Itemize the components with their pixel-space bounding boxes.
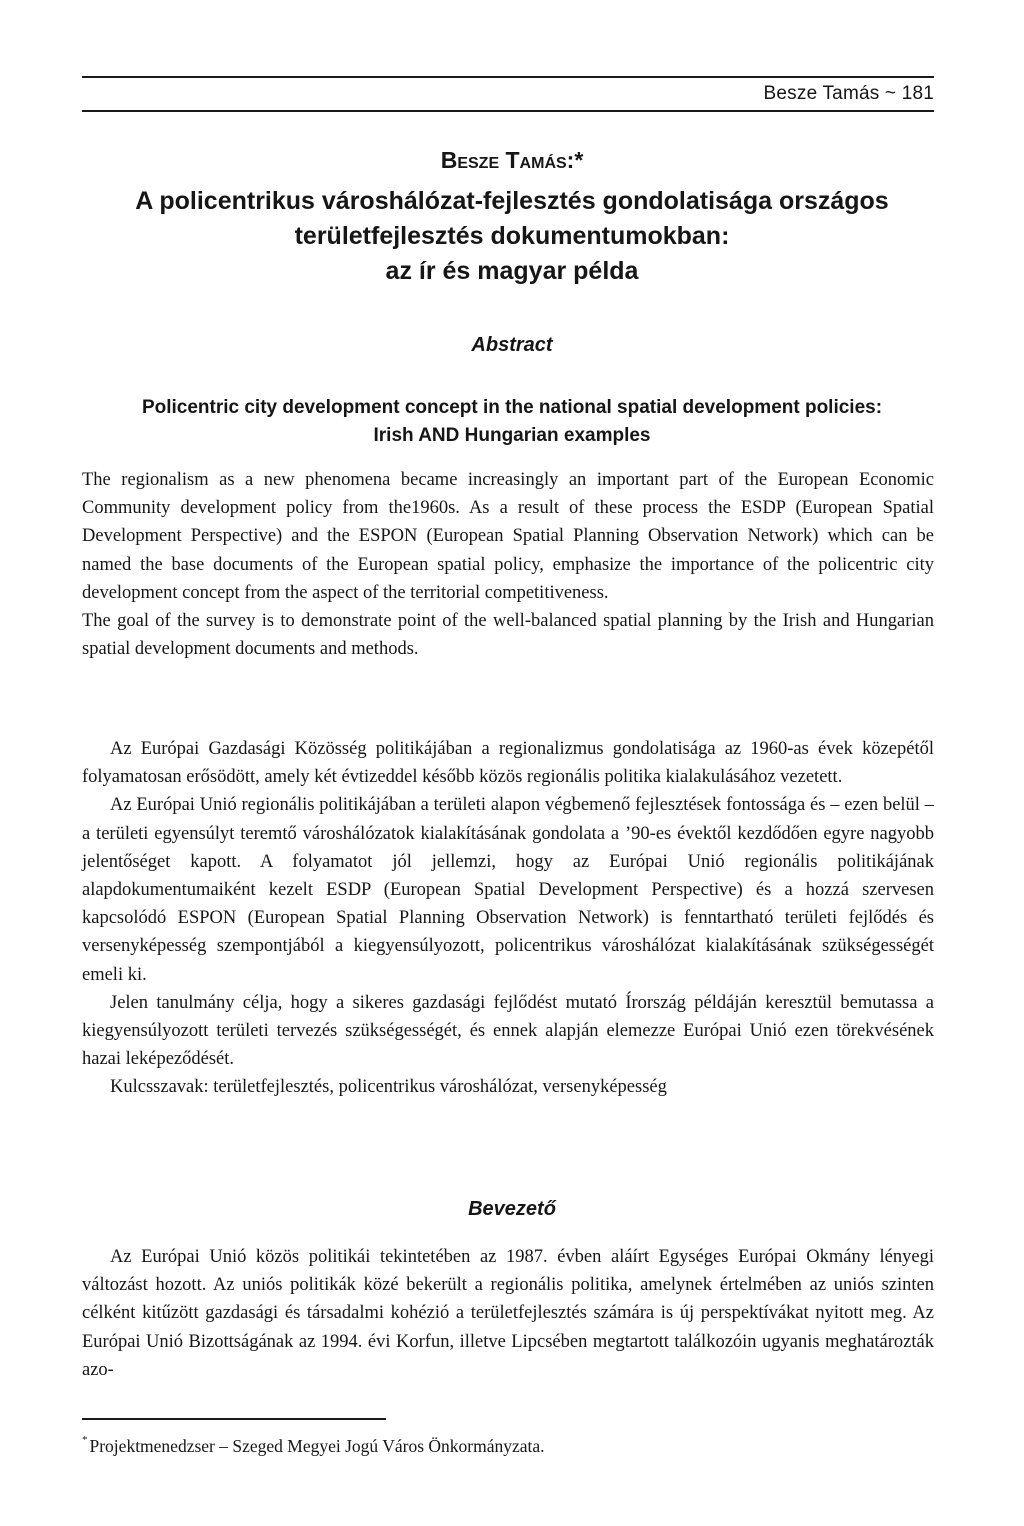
header-rule-top <box>82 76 934 78</box>
abstract-title-line: Irish AND Hungarian examples <box>373 425 651 446</box>
hungarian-abstract-paragraph: Az Európai Unió regionális politikájában a területi alapon végbemenő fejlesztések fontossága és – ezen belül – a területi egyensúlyt teremtő városhálózatok kialakításának gondolata a ’90-es évektől kezdődően egyre nagyobb jelentőséget kapott. A folyamatot jól jellemzi, hogy az Európai Unió regionális politikájának alapdokumentumaiként kezelt ESDP (European Spatial Development Perspective) és a hozzá szervesen kapcsolódó ESPON (European Spatial Planning Observation Network) is fenntartható területi fejlődés és versenyképesség szempontjából a kiegyensúlyozott, policentrikus városhálózat kialakításának szükségességét emeli ki. <box>82 795 934 985</box>
footnote-rule <box>82 1418 386 1420</box>
header-rule-bottom <box>82 110 934 112</box>
keywords: Kulcsszavak: területfejlesztés, policentrikus városhálózat, versenyképesség <box>110 1077 667 1098</box>
article-title <box>82 184 942 289</box>
hungarian-abstract-paragraph: Jelen tanulmány célja, hogy a sikeres gazdasági fejlődést mutató Írország példáján keresztül bemutassa a kiegyensúlyozott területi tervezés szükségességét, és ennek alapján elemezze Európai Unió ezen törekvésének hazai leképeződését. <box>82 992 934 1070</box>
running-head: Besze Tamás ~ 181 <box>763 83 934 104</box>
section-heading: Bevezető <box>468 1198 556 1220</box>
footnote <box>82 1436 545 1457</box>
title-line: A policentrikus városhálózat-fejlesztés gondolatisága országos <box>135 187 889 215</box>
hungarian-abstract <box>82 735 934 1102</box>
abstract-paragraph: The regionalism as a new phenomena became increasingly an important part of the European Economic Community development policy from the1960s. As a result of these process the ESDP (European Spatial Development Perspective) and the ESPON (European Spatial Planning Observation Network) which can be named the base documents of the European spatial policy, emphasize the importance of the policentric city development concept from the aspect of the territorial competitiveness. <box>82 470 934 603</box>
title-line: területfejlesztés dokumentumokban: <box>294 222 730 250</box>
author-name: Besze Tamás:* <box>440 147 584 173</box>
footnote-mark: * <box>82 1434 88 1446</box>
introduction-body <box>82 1243 934 1384</box>
abstract-body <box>82 466 934 663</box>
abstract-title <box>82 394 942 450</box>
abstract-title-line: Policentric city development concept in the national spatial development policies: <box>141 397 883 418</box>
title-line: az ír és magyar példa <box>385 257 639 285</box>
hungarian-abstract-paragraph: Az Európai Gazdasági Közösség politikájában a regionalizmus gondolatisága az 1960-as évek közepétől folyamatosan erősödött, amely két évtizeddel később közös regionális politika kialakulásához vezetett. <box>82 739 934 788</box>
abstract-heading: Abstract <box>471 334 553 356</box>
footnote-text: Projektmenedzser – Szeged Megyei Jogú Város Önkormányzata. <box>89 1436 545 1456</box>
introduction-paragraph: Az Európai Unió közös politikái tekintetében az 1987. évben aláírt Egységes Európai Okmány lényegi változást hozott. Az uniós politikák közé bekerült a regionális politika, amelynek értelmében az uniós szinten célként kitűzött gazdasági és társadalmi kohézió a területfejlesztés számára is új perspektívákat nyitott meg. Az Európai Unió Bizottságának az 1994. évi Korfun, illetve Lipcsében megtartott találkozóin ugyanis meghatározták azo- <box>82 1247 934 1380</box>
abstract-paragraph: The goal of the survey is to demonstrate point of the well-balanced spatial planning by the Irish and Hungarian spatial development documents and methods. <box>82 611 934 660</box>
